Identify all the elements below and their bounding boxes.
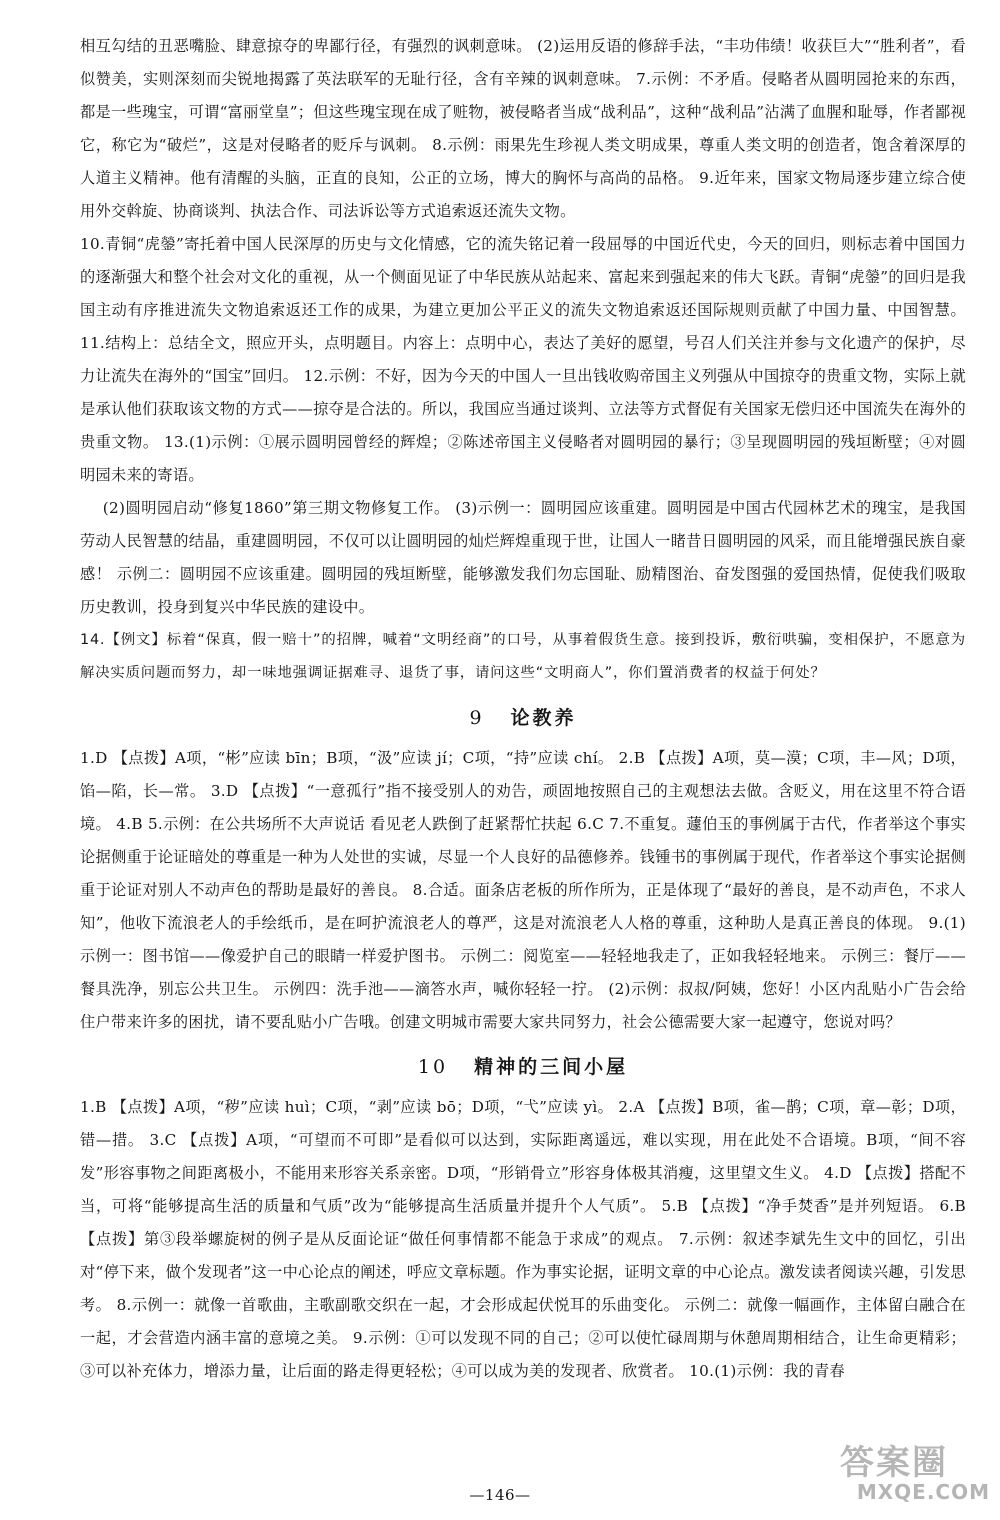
answer-paragraph-10-13: 10.青铜“虎鎣”寄托着中国人民深厚的历史与文化情感，它的流失铭记着一段屈辱的中国近代史，今天的回归，则标志着中国国力的逐渐强大和整个社会对文化的重视，从一个侧面见证了中华民族从站起来、富起来到强起来的伟大飞跃。青铜“虎鎣”的回归是我国主动有序推进流失文物追索返还工作的成果，为建立更加公平正义的流失文物追索返还国际规则贡献了中国力量、中国智慧。 11.结构上：总结全文，照应开头，点明题目。内容上：点明中心，表达了美好的愿望，号召人们关注并参与文化遗产的保护，尽力让流失在海外的“国宝”回归。 12.示例：不好，因为今天的中国人一旦出钱收购帝国主义列强从中国掠夺的贵重文物，实际上就是承认他们获取该文物的方式——掠夺是合法的。所以，我国应当通过谈判、立法等方式督促有关国家无偿归还中国流失在海外的贵重文物。 13.(1)示例：①展示圆明园曾经的辉煌；②陈述帝国主义侵略者对圆明园的暴行；③呈现圆明园的残垣断壁；④对圆明园未来的寄语。	[80, 235, 966, 484]
section-10-number: 10	[417, 1056, 449, 1078]
section-10-title: 精神的三间小屋	[474, 1056, 629, 1078]
section-9-title: 论教养	[510, 707, 577, 729]
section-9-heading	[80, 698, 966, 738]
section-9-answers: 1.D 【点拨】A项，“彬”应读 bīn；B项，“汲”应读 jí；C项，“持”应读 chí。 2.B 【点拨】A项，莫—漠；C项，丰—风；D项，馅—陷，长—常。 3.D 【点拨】“一意孤行”指不接受别人的劝告，顽固地按照自己的主观想法去做。含贬义，用在这里不符合语境。 4.B 5.示例：在公共场所不大声说话 看见老人跌倒了赶紧帮忙扶起 6.C 7.不重复。蘧伯玉的事例属于古代，作者举这个事实论据侧重于论证暗处的尊重是一种为人处世的实诚，尽显一个人良好的品德修养。钱锺书的事例属于现代，作者举这个事实论据侧重于论证对别人不动声色的帮助是最好的善良。 8.合适。面条店老板的所作所为，正是体现了“最好的善良，是不动声色，不求人知”，他收下流浪老人的手绘纸币，是在呵护流浪老人的尊严，这是对流浪老人人格的尊重，这种助人是真正善良的体现。 9.(1)示例一：图书馆——像爱护自己的眼睛一样爱护图书。 示例二：阅览室——轻轻地我走了，正如我轻轻地来。 示例三：餐厅——餐具洗净，别忘公共卫生。 示例四：洗手池——滴答水声，喊你轻轻一拧。 (2)示例：叔叔/阿姨，您好！小区内乱贴小广告会给住户带来许多的困扰，请不要乱贴小广告哦。创建文明城市需要大家共同努力，社会公德需要大家一起遵守，您说对吗？	[80, 749, 966, 1031]
watermark-url: MXQE.COM	[856, 1480, 990, 1504]
section-10-answers: 1.B 【点拨】A项，“秽”应读 huì；C项，“剥”应读 bō；D项，“弋”应读 yì。 2.A 【点拨】B项，雀—鹊；C项，章—彰；D项，错—措。 3.C 【点拨】A项，“可望而不可即”是看似可以达到，实际距离遥远，难以实现，用在此处不合语境。B项，“间不容发”形容事物之间距离极小，不能用来形容关系亲密。D项，“形销骨立”形容身体极其消瘦，这里望文生义。 4.D 【点拨】搭配不当，可将“能够提高生活的质量和气质”改为“能够提高生活质量并提升个人气质”。 5.B 【点拨】“净手焚香”是并列短语。 6.B 【点拨】第③段举螺旋树的例子是从反面论证“做任何事情都不能急于求成”的观点。 7.示例：叙述李斌先生文中的回忆，引出对“停下来，做个发现者”这一中心论点的阐述，呼应文章标题。作为事实论据，证明文章的中心论点。激发读者阅读兴趣，引发思考。 8.示例一：就像一首歌曲，主歌副歌交织在一起，才会形成起伏悦耳的乐曲变化。 示例二：就像一幅画作，主体留白融合在一起，才会营造内涵丰富的意境之美。 9.示例：①可以发现不同的自己；②可以使忙碌周期与休憩周期相结合，让生命更精彩；③可以补充体力，增添力量，让后面的路走得更轻松；④可以成为美的发现者、欣赏者。 10.(1)示例：我的青春	[80, 1098, 966, 1380]
watermark-logo-text: 答案圈	[840, 1443, 948, 1483]
section-9-number: 9	[469, 707, 485, 729]
answer-paragraph-7-9: 相互勾结的丑恶嘴脸、肆意掠夺的卑鄙行径，有强烈的讽刺意味。 (2)运用反语的修辞手法，“丰功伟绩！收获巨大”“胜利者”，看似赞美，实则深刻而尖锐地揭露了英法联军的无耻行径，含有辛辣的讽刺意味。 7.示例：不矛盾。侵略者从圆明园抢来的东西，都是一些瑰宝，可谓“富丽堂皇”；但这些瑰宝现在成了赃物，被侵略者当成“战利品”，这种“战利品”沾满了血腥和耻辱，作者鄙视它，称它为“破烂”，这是对侵略者的贬斥与讽刺。 8.示例：雨果先生珍视人类文明成果，尊重人类文明的创造者，饱含着深厚的人道主义精神。他有清醒的头脑，正直的良知，公正的立场，博大的胸怀与高尚的品格。 9.近年来，国家文物局逐步建立综合使用外交斡旋、协商谈判、执法合作、司法诉讼等方式追索返还流失文物。	[80, 37, 966, 220]
answer-paragraph-14	[80, 624, 966, 690]
answer-paragraph-13-2: (2)圆明园启动“修复1860”第三期文物修复工作。 (3)示例一：圆明园应该重建。圆明园是中国古代园林艺术的瑰宝，是我国劳动人民智慧的结晶，重建圆明园，不仅可以让圆明园的灿烂辉煌重现于世，让国人一睹昔日圆明园的风采，而且能增强民族自豪感！ 示例二：圆明园不应该重建。圆明园的残垣断壁，能够激发我们勿忘国耻、励精图治、奋发图强的爱国热情，促使我们吸取历史教训，投身到复兴中华民族的建设中。	[80, 499, 966, 616]
page-number: —146—	[469, 1486, 531, 1504]
item-14-example-text: 【例文】标着“保真，假一赔十”的招牌，喊着“文明经商”的口号，从事着假货生意。接到投诉，敷衍哄骗，变相保护，不愿意为解决实质问题而努力，却一味地强调证据难寻、退货了事，请问这些“文明商人”，你们置消费者的权益于何处？	[80, 632, 966, 681]
section-10-heading	[80, 1047, 966, 1087]
item-14-label: 14.	[80, 632, 106, 648]
watermark-logo	[840, 1443, 990, 1506]
